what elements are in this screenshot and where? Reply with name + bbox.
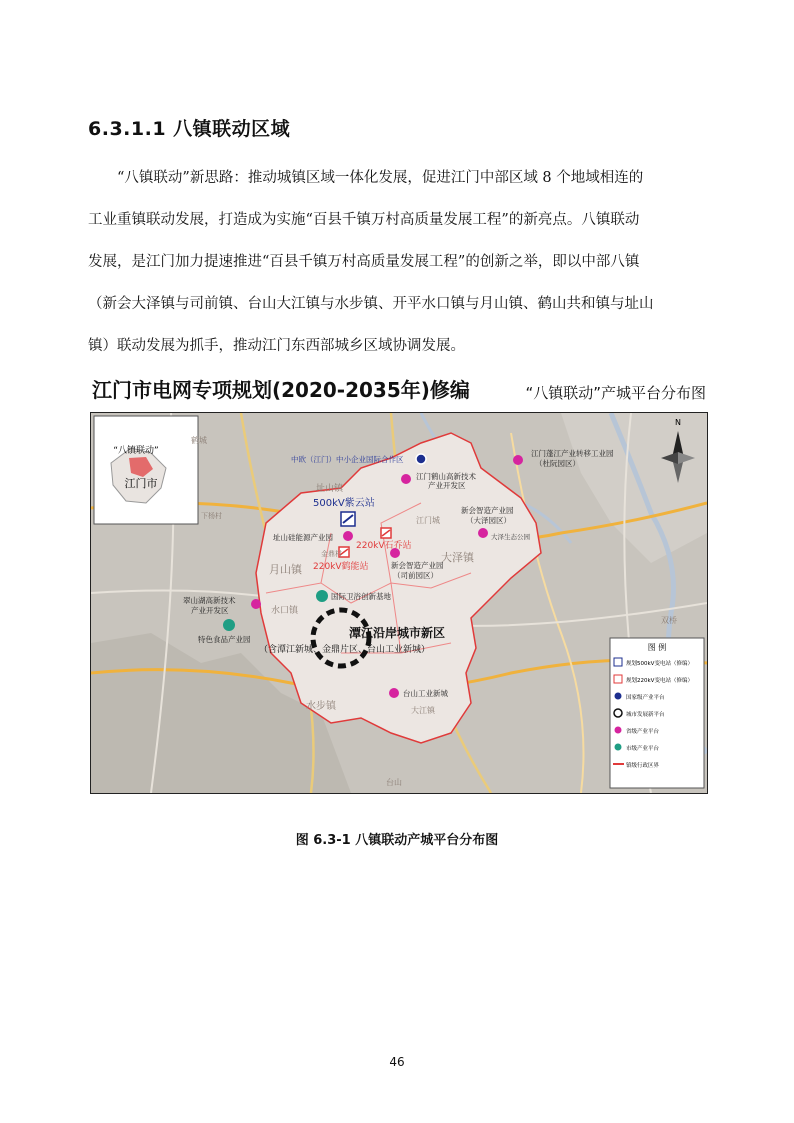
platform-label: 新会智造产业园 bbox=[461, 506, 514, 515]
paragraph-line: 发展，是江门加力提速推进“百县千镇万村高质量发展工程”的创新之举，即以中部八镇 bbox=[88, 254, 640, 270]
figure-title: 江门市电网专项规划(2020-2035年)修编 bbox=[92, 378, 470, 402]
provincial-platform-icon bbox=[389, 688, 399, 698]
svg-text:N: N bbox=[675, 418, 681, 427]
legend-title: 图 例 bbox=[647, 643, 667, 652]
paragraph-line: 工业重镇联动发展，打造成为实施“百县千镇万村高质量发展工程”的新亮点。八镇联动 bbox=[88, 212, 640, 228]
platform-label: （司前园区） bbox=[393, 571, 438, 580]
map-label: 下杨村 bbox=[201, 512, 222, 520]
map-label: 大江镇 bbox=[411, 706, 435, 715]
station-label: 220kV石乔站 bbox=[356, 541, 412, 551]
substation-500kv-icon bbox=[341, 512, 355, 526]
paragraph-line: 镇）联动发展为抓手，推动江门东西部城乡区域协调发展。 bbox=[88, 338, 465, 354]
map-frame bbox=[90, 412, 708, 794]
center-label: 潭江沿岸城市新区 bbox=[349, 626, 446, 640]
legend-item: 城市发展新平台 bbox=[626, 712, 665, 718]
substation-220kv-icon bbox=[381, 528, 391, 538]
provincial-platform-icon bbox=[513, 455, 523, 465]
map-label: 水口镇 bbox=[271, 606, 299, 616]
provincial-platform-icon bbox=[401, 474, 411, 484]
legend-municipal-icon bbox=[615, 744, 622, 751]
station-label: 220kV鹤能站 bbox=[313, 562, 369, 572]
platform-label: 大泽生态公园 bbox=[491, 533, 530, 541]
platform-label: 产业开发区 bbox=[191, 606, 229, 615]
platform-label: 国际卫浴创新基地 bbox=[331, 592, 391, 601]
figure-caption: 图 6.3-1 八镇联动产城平台分布图 bbox=[295, 833, 499, 848]
map-label: 双桥 bbox=[661, 616, 677, 625]
legend-provincial-icon bbox=[615, 727, 622, 734]
legend-item: 国家级产业平台 bbox=[626, 695, 665, 701]
map-label: 大泽镇 bbox=[441, 551, 474, 564]
section-heading: 6.3.1.1 八镇联动区域 bbox=[88, 118, 291, 140]
legend-220kv-icon bbox=[614, 675, 622, 683]
legend-item: 市级产业平台 bbox=[626, 746, 660, 752]
figure-subtitle: “八镇联动”产城平台分布图 bbox=[525, 384, 706, 402]
map-label: 月山镇 bbox=[269, 563, 302, 576]
map-legend bbox=[610, 638, 704, 788]
map-label: 江门城 bbox=[416, 516, 440, 525]
legend-item: 省级产业平台 bbox=[626, 729, 660, 735]
map-figure bbox=[88, 372, 708, 794]
provincial-platform-icon bbox=[251, 599, 261, 609]
platform-label: 新会智造产业园 bbox=[391, 561, 444, 570]
legend-item: 镇级行政区界 bbox=[626, 763, 660, 769]
center-label: （含潭江新城、金鼎片区、台山工业新城） bbox=[259, 645, 431, 655]
map-label: 水步镇 bbox=[306, 701, 336, 712]
inset-label-top: “八镇联动” bbox=[113, 446, 159, 456]
legend-500kv-icon bbox=[614, 658, 622, 666]
station-label: 500kV紫云站 bbox=[313, 498, 375, 509]
map-label: 台山 bbox=[386, 778, 402, 787]
provincial-platform-icon bbox=[343, 531, 353, 541]
map-svg bbox=[91, 413, 707, 793]
platform-label: （大泽园区） bbox=[466, 516, 511, 525]
platform-label: 中欧（江门）中小企业国际合作区 bbox=[291, 455, 404, 464]
map-label: 址山镇 bbox=[316, 484, 344, 494]
national-platform-icon bbox=[416, 454, 426, 464]
provincial-platform-icon bbox=[478, 528, 488, 538]
platform-label: 特色食品产业园 bbox=[198, 635, 251, 644]
platform-label: 翠山湖高新技术 bbox=[183, 596, 236, 605]
paragraph-line: “八镇联动”新思路：推动城镇区域一体化发展，促进江门中部区域 8 个地域相连的 bbox=[117, 170, 644, 186]
paragraph-line: （新会大泽镇与司前镇、台山大江镇与水步镇、开平水口镇与月山镇、鹤山共和镇与址山 bbox=[88, 296, 654, 312]
platform-label: （杜阮园区） bbox=[535, 459, 580, 468]
legend-item: 规划220kV变电站（修编） bbox=[626, 678, 693, 684]
body-paragraph bbox=[88, 157, 716, 367]
legend-item: 规划500kV变电站（修编） bbox=[626, 661, 693, 667]
map-label: 鹤城 bbox=[191, 436, 207, 445]
platform-label: 江门蓬江产业转移工业园 bbox=[531, 449, 614, 458]
municipal-platform-icon bbox=[316, 590, 328, 602]
map-label: 金鼎村 bbox=[321, 550, 342, 558]
platform-label: 址山硅能源产业园 bbox=[273, 533, 333, 542]
inset-label-city: 江门市 bbox=[124, 477, 158, 490]
page-number: 46 bbox=[389, 1055, 405, 1069]
municipal-platform-icon bbox=[223, 619, 235, 631]
platform-label: 台山工业新城 bbox=[403, 689, 448, 698]
platform-label: 产业开发区 bbox=[428, 481, 466, 490]
platform-label: 江门鹤山高新技术 bbox=[416, 472, 476, 481]
legend-national-icon bbox=[615, 693, 622, 700]
